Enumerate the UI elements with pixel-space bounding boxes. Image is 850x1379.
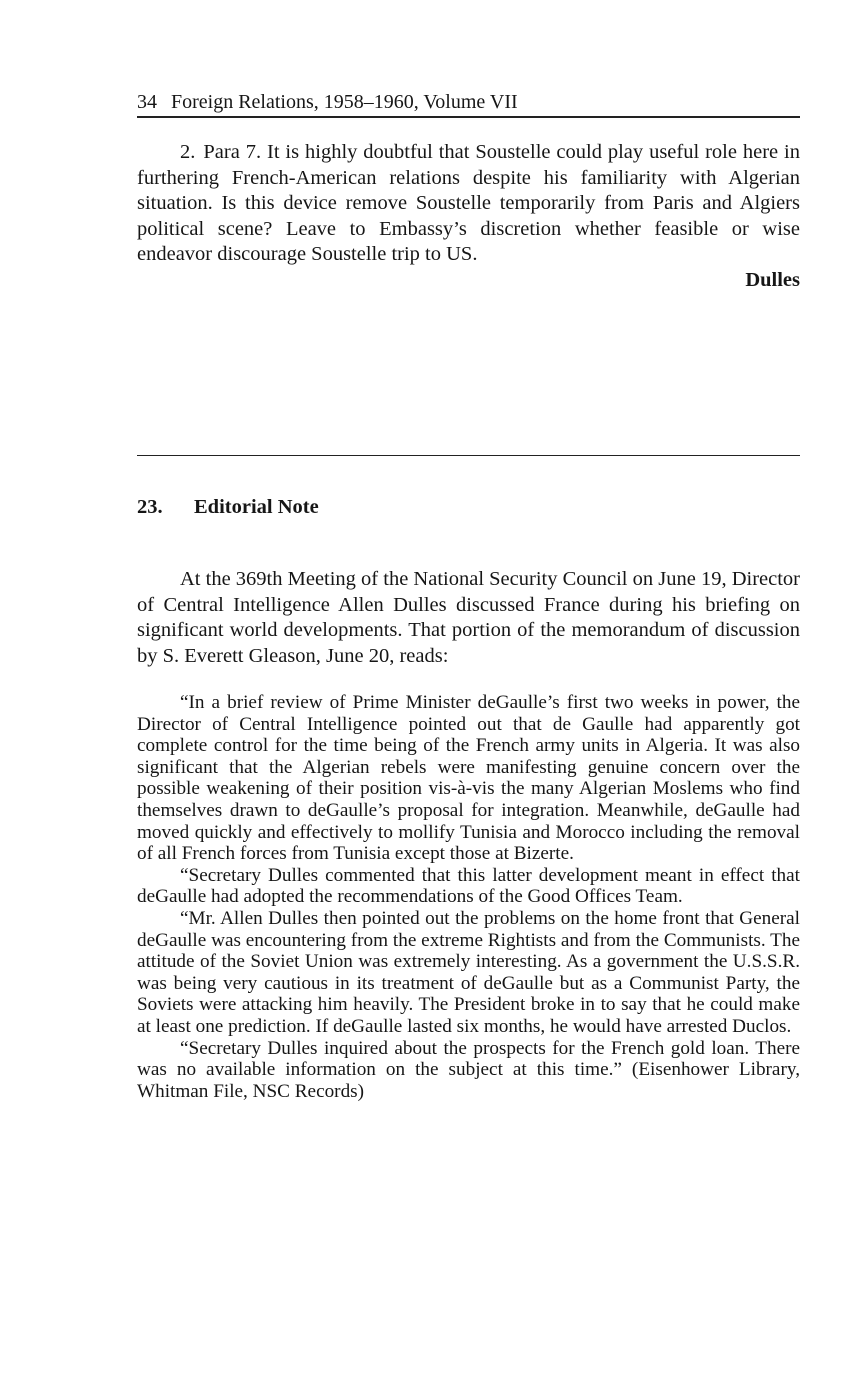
telegram-continuation (137, 140, 800, 293)
editorial-note-intro (137, 567, 800, 669)
quote-paragraph: “Secretary Dulles commented that this latter development meant in effect that deGaulle had adopted the recommendations of the Good Offices Team. (137, 864, 800, 908)
telegram-paragraph (137, 140, 800, 268)
section-heading (137, 494, 319, 520)
section-divider (137, 455, 800, 456)
page-number: 34 (137, 91, 157, 113)
intro-paragraph: At the 369th Meeting of the National Security Council on June 19, Director of Central Intelligence Allen Dulles discussed France during his briefing on significant world developments. That portion of the memorandum of discussion by S. Everett Gleason, June 20, reads: (137, 568, 800, 667)
running-header (137, 90, 800, 118)
section-title: Editorial Note (194, 496, 319, 518)
quoted-memorandum (137, 692, 800, 1102)
signature: Dulles (745, 268, 800, 291)
quote-paragraph: “In a brief review of Prime Minister deGaulle’s first two weeks in power, the Director of Central Intelligence pointed out that de Gaulle had apparently got complete control for the time being of the French army units in Algeria. It was also significant that the Algerian rebels were manifesting genuine concern over the possible weakening of their position vis-à-vis the many Algerian Moslems who find themselves drawn to deGaulle’s proposal for integration. Meanwhile, deGaulle had moved quickly and effectively to mollify Tunisia and Morocco including the removal of all French forces from Tunisia except those at Bizerte. (137, 692, 800, 865)
running-title: Foreign Relations, 1958–1960, Volume VII (171, 91, 518, 113)
paragraph-text: Para 7. It is highly doubtful that Soustelle could play useful role here in furthering French-American relations despite his familiarity with Algerian situation. Is this device remove Soustelle temporarily from Paris and Algiers political scene? Leave to Embassy’s discretion whether feasible or wise endeavor discourage Soustelle trip to US. (137, 141, 800, 265)
paragraph-number: 2. (180, 141, 196, 163)
quote-paragraph: “Mr. Allen Dulles then pointed out the problems on the home front that General deGaulle was encountering from the extreme Rightists and from the Communists. The attitude of the Soviet Union was extremely interesting. As a government the U.S.S.R. was being very cautious in its treatment of deGaulle but as a Communist Party, the Soviets were attacking him heavily. The President broke in to say that he could make at least one prediction. If deGaulle lasted six months, he would have arrested Duclos. (137, 907, 800, 1037)
section-number: 23. (137, 496, 163, 518)
quote-paragraph: “Secretary Dulles inquired about the prospects for the French gold loan. There was no available information on the subject at this time.” (Eisenhower Library, Whitman File, NSC Records) (137, 1037, 800, 1102)
